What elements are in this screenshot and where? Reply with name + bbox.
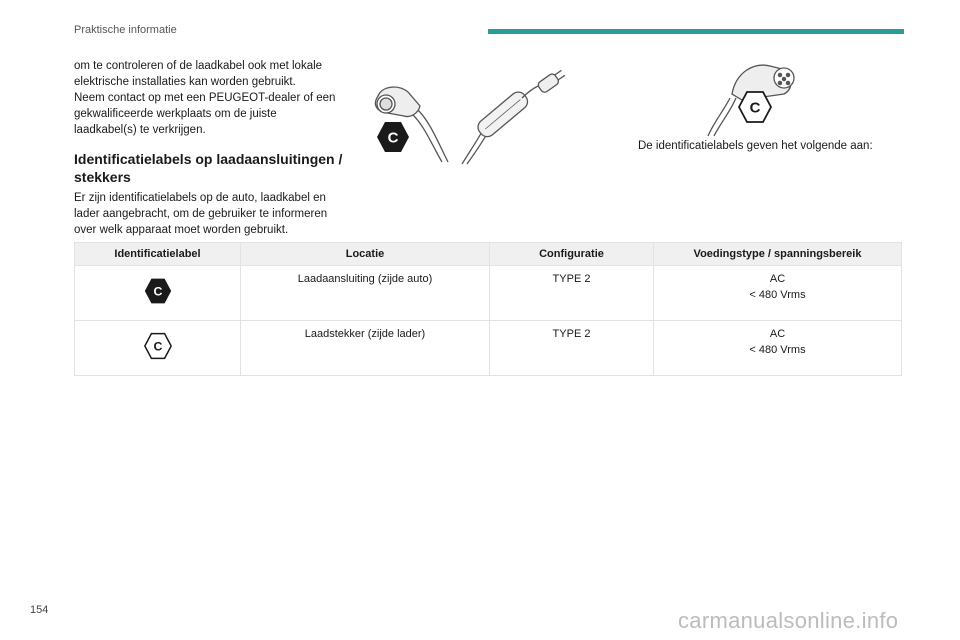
supply-type-cell xyxy=(654,266,902,321)
location-cell: Laadaansluiting (zijde auto) xyxy=(241,266,490,321)
section-heading: Identificatielabels op laadaansluitingen / stekkers xyxy=(74,151,343,185)
page-number: 154 xyxy=(30,604,49,616)
illustration-label-letter: C xyxy=(387,129,399,147)
hexagon-c-filled-icon xyxy=(144,277,172,305)
intro-text xyxy=(74,58,342,138)
illustration-caption: De identificatielabels geven het volgende aan: xyxy=(638,140,873,152)
column-header-location: Locatie xyxy=(241,243,490,266)
section-title: Praktische informatie xyxy=(74,24,177,36)
intro-paragraph-2: Neem contact op met een PEUGEOT-dealer of een gekwalificeerde werkplaats om de juiste laadkabel(s) te verkrijgen. xyxy=(74,92,336,136)
watermark: carmanualsonline.info xyxy=(678,608,899,633)
supply-type-cell xyxy=(654,321,902,376)
table-header-row xyxy=(75,243,902,266)
configuration-cell: TYPE 2 xyxy=(490,266,654,321)
row-label-letter: C xyxy=(153,339,162,354)
header-accent-bar xyxy=(488,29,904,34)
column-header-supply-type: Voedingstype / spanningsbereik xyxy=(654,243,902,266)
voltage-range-value: < 480 Vrms xyxy=(749,289,806,301)
column-header-label: Identificatielabel xyxy=(75,243,241,266)
section-body: Er zijn identificatielabels op de auto, laadkabel en lader aangebracht, om de gebruiker te informeren over welk apparaat moet worden gebruikt. xyxy=(74,192,328,236)
illustration-label-letter-outline: C xyxy=(749,99,761,117)
location-cell: Laadstekker (zijde lader) xyxy=(241,321,490,376)
supply-type-value: AC xyxy=(769,328,786,340)
label-cell xyxy=(75,266,241,321)
supply-type-value: AC xyxy=(769,273,786,285)
table-row xyxy=(75,321,902,376)
voltage-range-value: < 480 Vrms xyxy=(749,344,806,356)
hexagon-c-filled-icon xyxy=(376,120,410,154)
row-label-letter: C xyxy=(153,284,162,299)
column-header-configuration: Configuratie xyxy=(490,243,654,266)
identification-label-table xyxy=(74,242,902,376)
hexagon-c-outline-icon xyxy=(144,332,172,360)
configuration-cell: TYPE 2 xyxy=(490,321,654,376)
intro-paragraph-1: om te controleren of de laadkabel ook met lokale elektrische installaties kan worden gebruikt. xyxy=(74,60,323,88)
label-cell xyxy=(75,321,241,376)
table-row xyxy=(75,266,902,321)
hexagon-c-outline-icon xyxy=(738,90,772,124)
